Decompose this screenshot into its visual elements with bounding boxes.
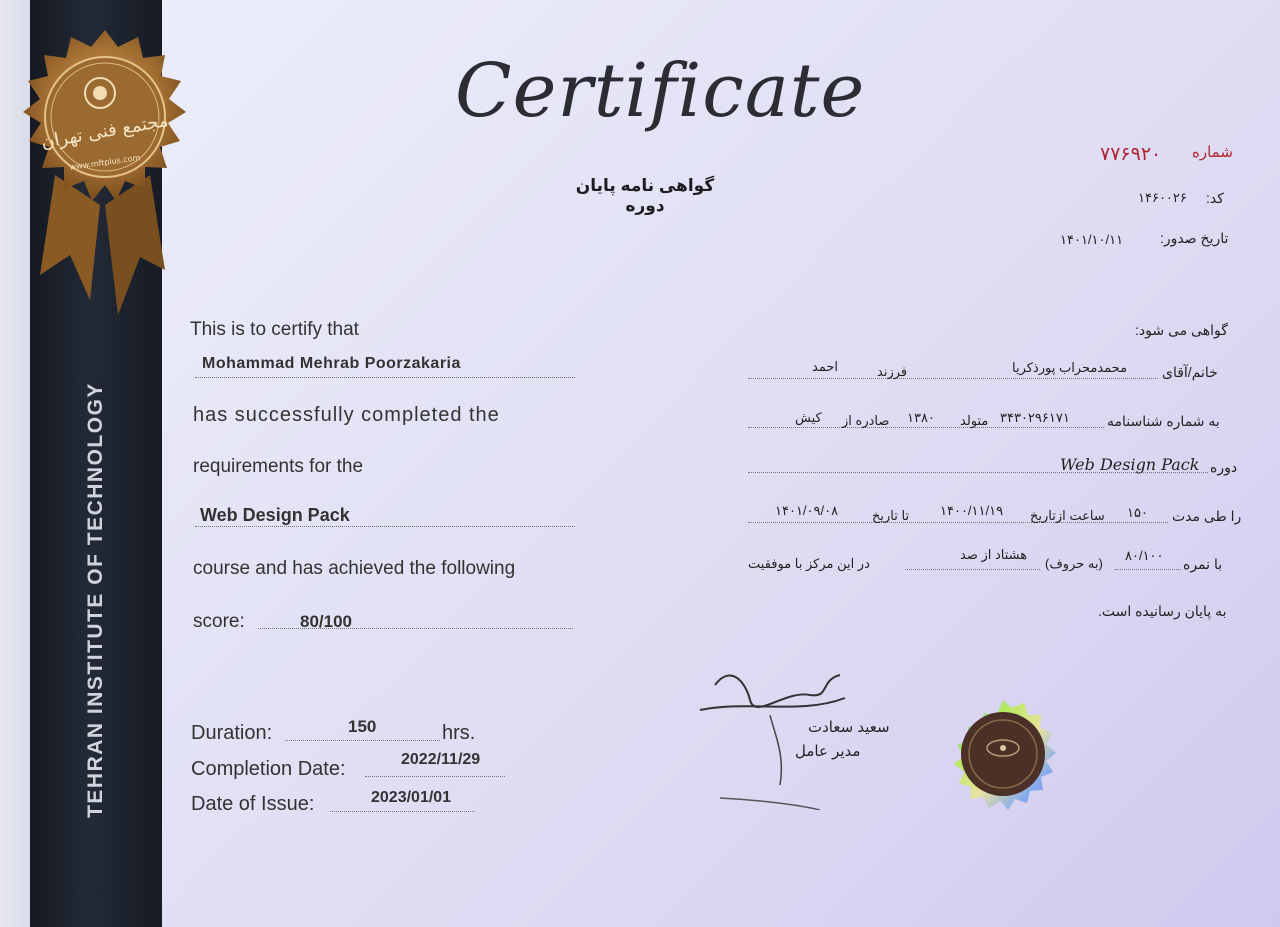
- fa-score-label: با نمره: [1183, 556, 1223, 572]
- recipient-name: Mohammad Mehrab Poorzakaria: [202, 355, 461, 372]
- fa-name-value: محمدمحراب پورذکریا: [1012, 360, 1128, 375]
- issue-value: 2023/01/01: [371, 789, 452, 806]
- fa-duration-underline: [748, 522, 1168, 523]
- fa-score-value: ۸۰/۱۰۰: [1125, 548, 1164, 563]
- score-label: score:: [193, 611, 245, 632]
- fa-words-underline: [905, 569, 1040, 570]
- fa-issued-label: صادره از: [842, 413, 890, 428]
- fa-words-value: هشتاد از صد: [960, 547, 1028, 562]
- fa-duration-value: ۱۵۰: [1127, 505, 1148, 520]
- fa-course-value: Web Design Pack: [1060, 455, 1200, 474]
- fa-score-underline: [1115, 569, 1181, 570]
- certify-line: This is to certify that: [190, 319, 359, 340]
- issue-date-label-fa: تاریخ صدور:: [1160, 230, 1229, 246]
- issue-label: Date of Issue:: [191, 793, 315, 815]
- score-value: 80/100: [300, 612, 352, 631]
- fa-from-value: ۱۴۰۰/۱۱/۱۹: [940, 503, 1004, 518]
- issue-date-value-fa: ۱۴۰۱/۱۰/۱۱: [1060, 232, 1124, 247]
- signer-name: سعید سعادت: [808, 719, 890, 736]
- issue-underline: [330, 811, 475, 812]
- certificate-title: Certificate: [455, 48, 866, 134]
- code-label: کد:: [1206, 190, 1224, 206]
- fa-to-label: تا تاریخ: [872, 508, 910, 523]
- fa-born-value: ۱۳۸۰: [907, 410, 935, 425]
- duration-unit: hrs.: [442, 722, 476, 744]
- fa-duration-label: را طی مدت: [1172, 508, 1242, 524]
- fa-course-label: دوره: [1210, 459, 1238, 475]
- fa-center-label: در این مرکز با موفقیت: [748, 556, 870, 571]
- duration-label: Duration:: [191, 722, 273, 744]
- gold-seal-logo: [0, 25, 210, 325]
- fa-born-label: متولد: [960, 413, 989, 428]
- fa-name-underline: [748, 378, 1158, 379]
- requirements-line: requirements for the: [193, 456, 364, 477]
- seal-url: www.mftplus.com: [69, 153, 141, 172]
- name-underline: [195, 377, 575, 378]
- completion-label: Completion Date:: [191, 758, 346, 780]
- code-value: ۱۴۶۰۰۲۶: [1138, 190, 1187, 205]
- fa-hours-from-label: ساعت ازتاریخ: [1030, 508, 1105, 523]
- fa-father-value: احمد: [812, 359, 838, 374]
- completion-value: 2022/11/29: [401, 751, 481, 768]
- fa-id-label: به شماره شناسنامه: [1107, 413, 1220, 429]
- hologram-seal: [938, 690, 1068, 820]
- fa-id-underline: [748, 427, 1104, 428]
- signer-title: مدیر عامل: [795, 743, 861, 760]
- institute-vertical-text: TEHRAN INSTITUTE OF TECHNOLOGY: [84, 382, 107, 818]
- fa-end-label: به پایان رسانیده است.: [1098, 603, 1227, 619]
- seal-text: مجتمع فنی تهران: [39, 110, 170, 154]
- certificate-number: ۷۷۶۹۲۰: [1100, 144, 1162, 165]
- completion-underline: [365, 776, 505, 777]
- fa-to-value: ۱۴۰۱/۰۹/۰۸: [775, 503, 839, 518]
- course-name: Web Design Pack: [200, 505, 350, 525]
- achieved-line: course and has achieved the following: [193, 558, 516, 579]
- fa-father-label: فرزند: [877, 364, 908, 379]
- duration-value: 150: [348, 717, 377, 736]
- certificate-number-label: شماره: [1192, 144, 1233, 161]
- completed-line: has successfully completed the: [193, 404, 500, 426]
- persian-intro: گواهی می شود:: [1135, 322, 1228, 338]
- duration-underline: [285, 740, 440, 741]
- fa-name-label: خانم/آقای: [1162, 364, 1218, 380]
- persian-subtitle: گواهی نامه پایان دوره: [575, 176, 715, 215]
- fa-words-label: (به حروف): [1045, 556, 1103, 571]
- fa-issued-value: کیش: [795, 410, 822, 425]
- fa-id-value: ۳۴۳۰۲۹۶۱۷۱: [1000, 410, 1070, 425]
- course-underline: [195, 526, 575, 527]
